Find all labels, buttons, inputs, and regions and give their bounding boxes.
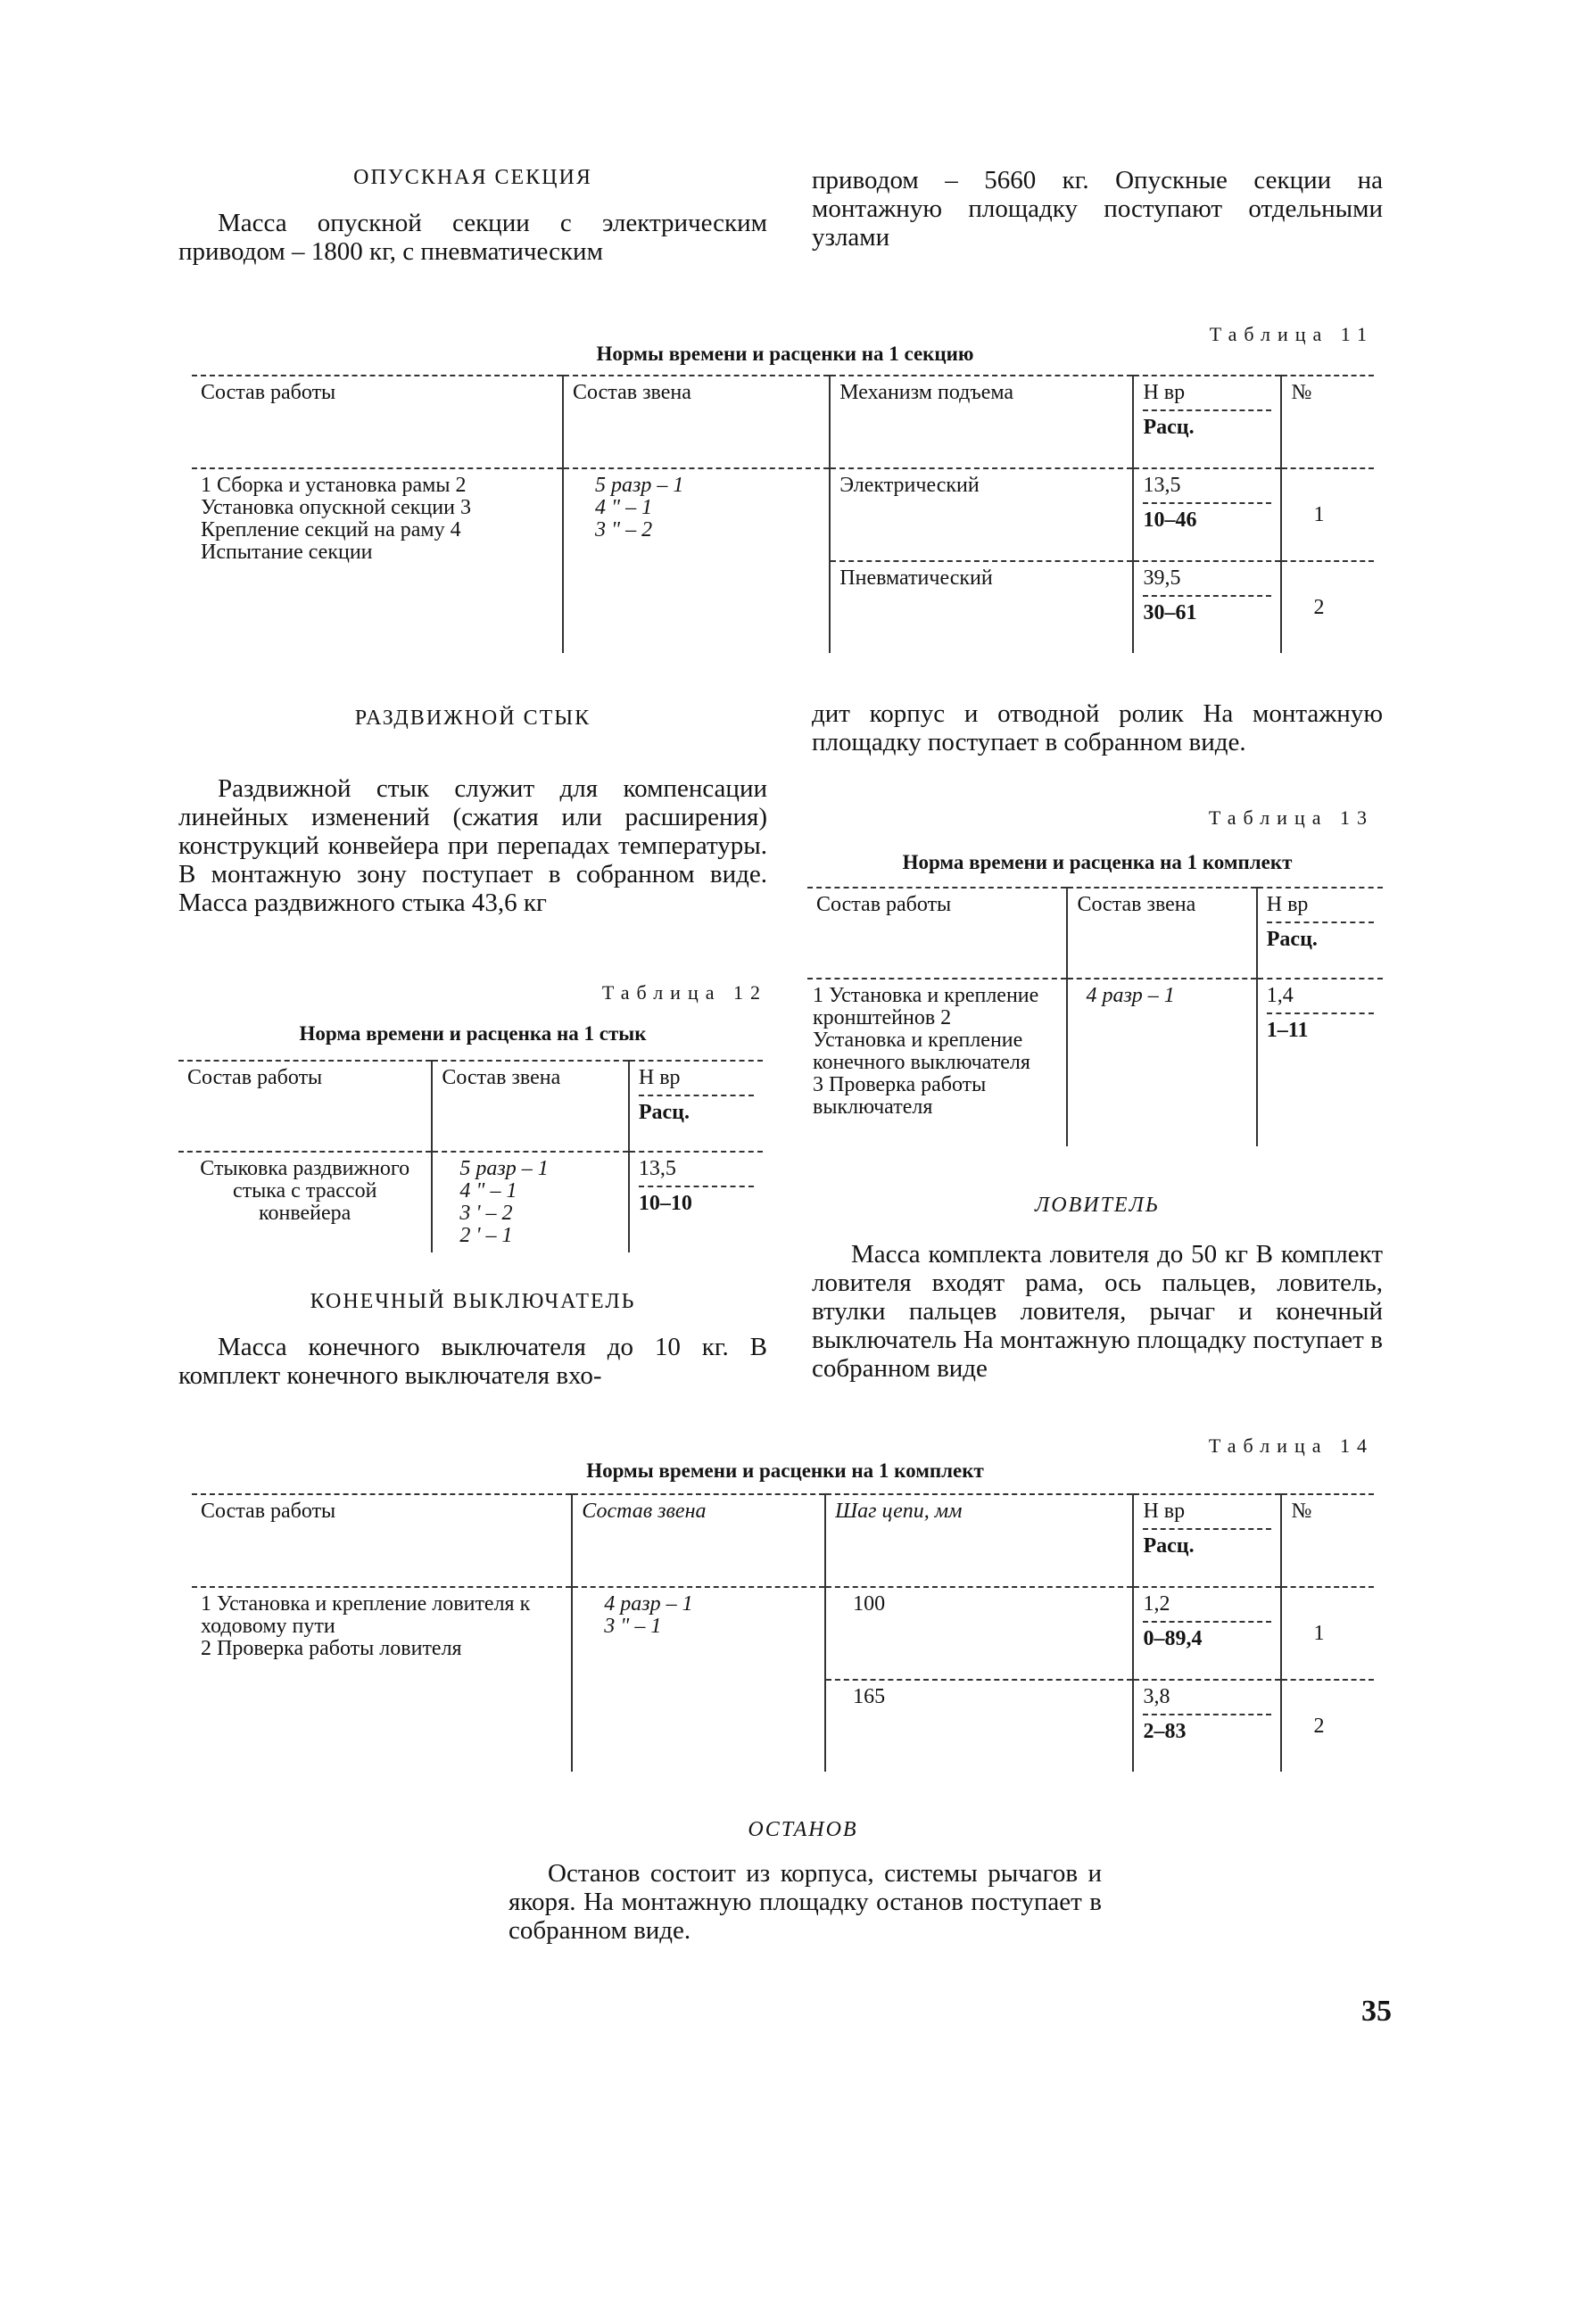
t12-header-nvr <box>629 1061 763 1152</box>
t14-row1-nvr: 1,2 <box>1143 1593 1271 1623</box>
t11-crew: 5 разр – 1 4 " – 1 3 " – 2 <box>563 468 830 653</box>
t14-header-nvr-top: Н вр <box>1143 1500 1271 1530</box>
t11-header-nvr-top: Н вр <box>1143 382 1271 411</box>
table-11-label: Таблица 11 <box>1209 323 1374 345</box>
para-opusk-1-text: Масса опускной секции с электрическим приводом – 1800 кг, с пневматическим <box>178 209 767 266</box>
t11-row1-rasc: 10–46 <box>1143 508 1197 532</box>
t11-work: 1 Сборка и установка рамы 2 Установка опускной секции 3 Крепление секций на раму 4 Испытание секции <box>192 468 563 653</box>
t12-work: Стыковка раздвижного стыка с трассой конвейера <box>178 1152 432 1252</box>
heading-razdv: РАЗДВИЖНОЙ СТЫК <box>354 707 591 730</box>
para-konech-1-text: Масса конечного выключателя до 10 кг. В комплект конечного выключателя вхо- <box>178 1333 767 1390</box>
t14-header-step: Шаг цепи, мм <box>825 1494 1133 1587</box>
t13-header-work: Состав работы <box>807 888 1067 979</box>
table-12 <box>178 1060 763 1252</box>
heading-lovitel: ЛОВИТЕЛЬ <box>1035 1194 1160 1217</box>
para-lovitel-text: Масса комплекта ловителя до 50 кг В комплект ловителя входят рама, ось пальцев, ловитель, втулки пальцев ловителя, рычаг и конечный выключатель На монтажную площадку поступает в собранном виде <box>812 1240 1383 1383</box>
t14-row2-values <box>1133 1680 1281 1772</box>
t14-row1-step: 100 <box>825 1587 1133 1680</box>
t11-row1-values <box>1133 468 1281 561</box>
table-11-caption: Нормы времени и расценки на 1 секцию <box>596 343 974 365</box>
para-konech-1 <box>178 1333 767 1390</box>
t12-rasc: 10–10 <box>638 1192 692 1215</box>
t13-header-nvr-top: Н вр <box>1267 894 1374 923</box>
t14-header-crew: Состав звена <box>572 1494 825 1587</box>
t11-row1-mechanism: Электрический <box>830 468 1133 561</box>
t11-row1-no: 1 <box>1313 502 1325 526</box>
t14-header-nvr <box>1133 1494 1281 1587</box>
t13-header-rasc: Расц. <box>1266 928 1318 951</box>
para-konech-2-text: дит корпус и отводной ролик На монтажную площадку поступает в собранном виде. <box>812 699 1383 756</box>
t11-header-crew: Состав звена <box>563 376 830 468</box>
t13-header-crew: Состав звена <box>1067 888 1256 979</box>
t14-header-work: Состав работы <box>192 1494 572 1587</box>
table-13-label: Таблица 13 <box>1208 806 1374 829</box>
t13-header-nvr <box>1257 888 1383 979</box>
para-ostanov-text: Останов состоит из корпуса, системы рычагов и якоря. На монтажную площадку останов поступает в собранном виде. <box>509 1859 1102 1945</box>
t14-work: 1 Установка и крепление ловителя к ходовому пути 2 Проверка работы ловителя <box>192 1587 572 1772</box>
t11-header-mechanism: Механизм подъема <box>830 376 1133 468</box>
t14-row2-no: 2 <box>1281 1680 1374 1772</box>
para-razdv <box>178 774 767 917</box>
t14-crew: 4 разр – 1 3 " – 1 <box>572 1587 825 1772</box>
table-11 <box>192 375 1374 653</box>
table-13-caption: Норма времени и расценка на 1 комплект <box>902 851 1293 873</box>
t12-header-crew: Состав звена <box>432 1061 628 1152</box>
t11-header-no: № <box>1281 376 1374 468</box>
para-razdv-text: Раздвижной стык служит для компенсации линейных изменений (сжатия или расширения) конструкций конвейера при перепадах температуры. В монтажную зону поступает в собранном виде. Масса раздвижного стыка 43,6 кг <box>178 774 767 917</box>
para-konech-2 <box>812 699 1383 756</box>
t11-row2-nvr: 39,5 <box>1143 567 1271 597</box>
para-ostanov <box>509 1859 1102 1945</box>
t13-crew: 4 разр – 1 <box>1067 979 1256 1146</box>
t13-values <box>1257 979 1383 1146</box>
heading-ostanov: ОСТАНОВ <box>748 1818 858 1841</box>
t12-header-nvr-top: Н вр <box>639 1067 754 1096</box>
t12-header-rasc: Расц. <box>638 1101 690 1124</box>
t14-header-no: № <box>1281 1494 1374 1587</box>
para-opusk-2-text: приводом – 5660 кг. Опускные секции на монтажную площадку поступают отдельными узлами <box>812 166 1383 252</box>
t11-row2-no: 2 <box>1281 561 1374 653</box>
t11-row1-nvr: 13,5 <box>1143 475 1271 504</box>
t14-row2-step: 165 <box>825 1680 1133 1772</box>
t13-nvr: 1,4 <box>1267 985 1374 1014</box>
page-number: 35 <box>1361 1995 1392 2028</box>
t13-rasc: 1–11 <box>1266 1019 1309 1042</box>
t14-row2-nvr: 3,8 <box>1143 1686 1271 1715</box>
t12-values <box>629 1152 763 1252</box>
t12-nvr: 13,5 <box>639 1158 754 1187</box>
table-14 <box>192 1493 1374 1772</box>
t14-row1-no: 1 <box>1313 1621 1325 1645</box>
t11-header-nvr <box>1133 376 1281 468</box>
t11-header-work: Состав работы <box>192 376 563 468</box>
table-12-label: Таблица 12 <box>601 981 767 1004</box>
t11-row2-mechanism: Пневматический <box>830 561 1133 653</box>
para-opusk-1 <box>178 209 767 266</box>
t14-row1-values <box>1133 1587 1281 1680</box>
para-opusk-2 <box>812 166 1383 252</box>
heading-opusk: ОПУСКНАЯ СЕКЦИЯ <box>353 166 592 189</box>
table-13 <box>807 887 1383 1146</box>
t12-header-work: Состав работы <box>178 1061 432 1152</box>
heading-konech: КОНЕЧНЫЙ ВЫКЛЮЧАТЕЛЬ <box>310 1290 636 1313</box>
t14-row2-rasc: 2–83 <box>1143 1720 1187 1743</box>
table-14-label: Таблица 14 <box>1208 1434 1374 1457</box>
table-12-caption: Норма времени и расценка на 1 стык <box>299 1022 647 1045</box>
t11-row2-values <box>1133 561 1281 653</box>
table-14-caption: Нормы времени и расценки на 1 комплект <box>586 1459 984 1482</box>
t13-work: 1 Установка и крепление кронштейнов 2 Установка и крепление конечного выключателя 3 Проверка работы выключателя <box>807 979 1067 1146</box>
t11-row2-rasc: 30–61 <box>1143 601 1197 624</box>
para-lovitel <box>812 1240 1383 1383</box>
t14-row1-rasc: 0–89,4 <box>1143 1627 1203 1650</box>
t11-header-rasc: Расц. <box>1143 416 1195 439</box>
t12-crew: 5 разр – 1 4 " – 1 3 ' – 2 2 ' – 1 <box>432 1152 628 1252</box>
t14-header-rasc: Расц. <box>1143 1534 1195 1558</box>
